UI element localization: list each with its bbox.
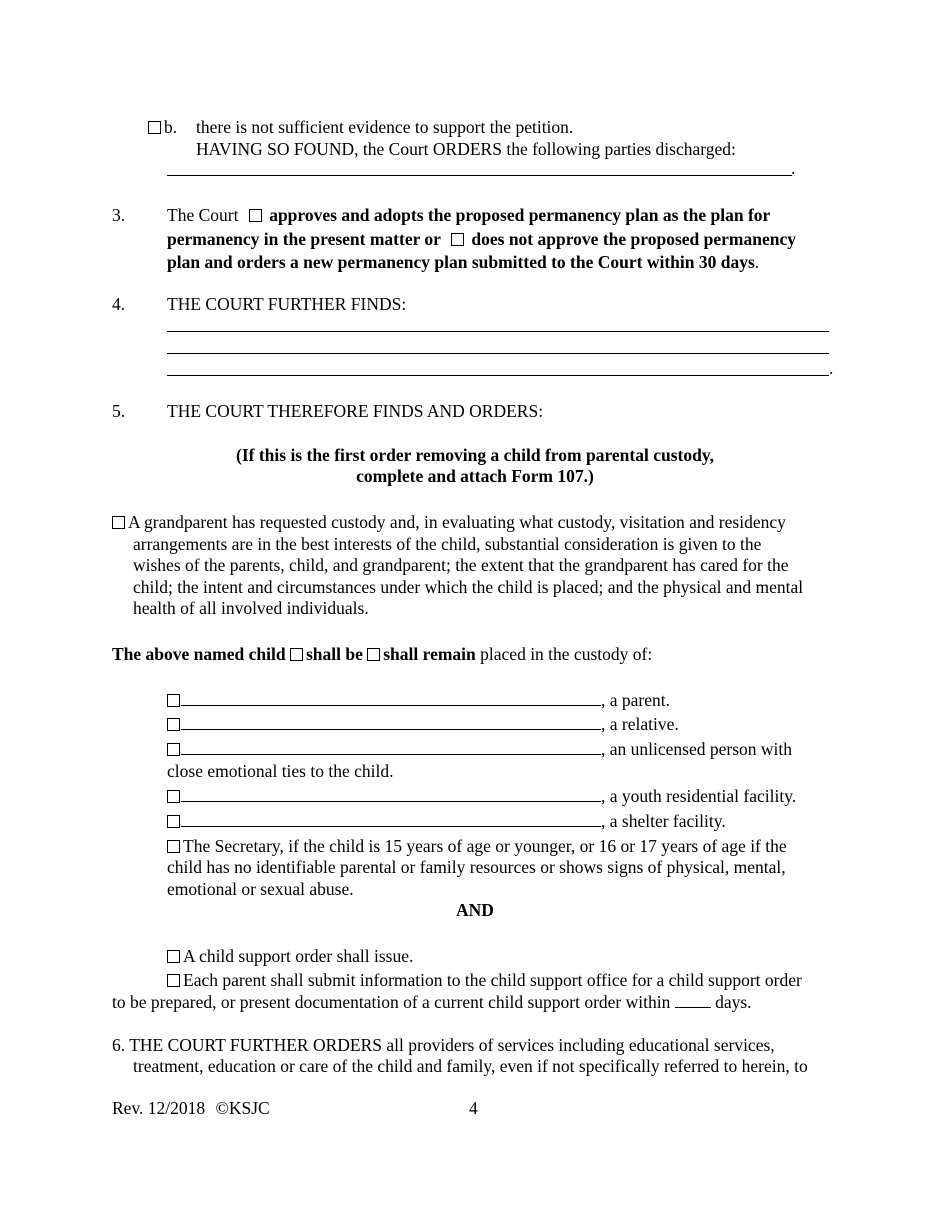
further-finds-period: . [829, 358, 834, 378]
placement-parent-label: , a parent. [601, 690, 670, 710]
item-2b-checkbox-row [148, 117, 177, 138]
custody-line [112, 644, 652, 665]
item-3-line2a: permanency in the present matter or [167, 229, 441, 249]
youth-facility-field[interactable] [181, 787, 601, 802]
support-order-text: A child support order shall issue. [183, 946, 414, 966]
footer-left [112, 1098, 270, 1119]
approve-plan-checkbox[interactable] [249, 209, 262, 222]
grandparent-checkbox[interactable] [112, 516, 125, 529]
further-finds-line-2[interactable] [167, 353, 829, 354]
item-5-number: 5. [112, 401, 126, 421]
support-order-checkbox[interactable] [167, 950, 180, 963]
footer-rev: Rev. 12/2018 [112, 1098, 206, 1118]
item-2b-text: there is not sufficient evidence to support the petition. [196, 117, 574, 137]
unlicensed-name-field[interactable] [181, 740, 601, 755]
placement-secretary-line2: child has no identifiable parental or family resources or shows signs of physical, mental, [167, 857, 786, 877]
item-5-note-line1: (If this is the first order removing a child from parental custody, [236, 445, 714, 465]
placement-youth [167, 786, 796, 807]
item-6-line1 [112, 1035, 775, 1056]
item-6-line2: treatment, education or care of the child and family, even if not specifically referred to herein, to [133, 1056, 808, 1076]
support-submit-line1 [167, 970, 802, 991]
item-4-number: 4. [112, 294, 126, 314]
support-submit-checkbox[interactable] [167, 974, 180, 987]
item-2b-marker: b. [164, 117, 178, 137]
item-5-note-line2: complete and attach Form 107.) [356, 466, 594, 486]
relative-checkbox[interactable] [167, 718, 180, 731]
parent-checkbox[interactable] [167, 694, 180, 707]
item-3-opt2: does not approve the proposed permanency [471, 229, 796, 249]
custody-lead: The above named child [112, 644, 286, 664]
further-finds-line-1[interactable] [167, 331, 829, 332]
relative-name-field[interactable] [181, 715, 601, 730]
and-label: AND [456, 900, 494, 920]
placement-unlicensed-label: , an unlicensed person with [601, 739, 792, 759]
placement-youth-label: , a youth residential facility. [601, 786, 797, 806]
secretary-line1-text: The Secretary, if the child is 15 years of age or younger, or 16 or 17 years of age if the [183, 836, 787, 856]
custody-opt1: shall be [305, 644, 363, 664]
grandparent-line3: wishes of the parents, child, and grandparent; the extent that the grandparent has cared for the [133, 555, 789, 575]
shelter-checkbox[interactable] [167, 815, 180, 828]
footer-page-number: 4 [469, 1098, 478, 1118]
support-submit-line2b: days. [715, 992, 752, 1012]
support-order-row [167, 946, 413, 967]
item-2b-line2: HAVING SO FOUND, the Court ORDERS the following parties discharged: [196, 139, 736, 159]
shelter-facility-field[interactable] [181, 812, 601, 827]
grandparent-line2: arrangements are in the best interests of the child, substantial consideration is given to the [133, 534, 762, 554]
item-3-line1 [167, 205, 857, 226]
placement-relative [167, 714, 679, 735]
days-field[interactable] [675, 993, 711, 1008]
custody-tail: placed in the custody of: [480, 644, 653, 664]
item-2b-checkbox[interactable] [148, 121, 161, 134]
item-3-lead: The Court [167, 205, 239, 225]
grandparent-line4: child; the intent and circumstances under which the child is placed; and the physical and mental [133, 577, 804, 597]
item-6-number: 6. [112, 1035, 126, 1055]
youth-checkbox[interactable] [167, 790, 180, 803]
item-3-line3 [167, 252, 759, 273]
item-3-opt1: approves and adopts the proposed permanency plan as the plan for [269, 205, 771, 225]
support-submit-line2a: to be prepared, or present documentation of a current child support order within [112, 992, 671, 1012]
placement-unlicensed-cont: close emotional ties to the child. [167, 761, 394, 781]
secretary-checkbox[interactable] [167, 840, 180, 853]
grandparent-line1 [112, 512, 786, 533]
grandparent-line1-text: A grandparent has requested custody and, in evaluating what custody, visitation and residency [128, 512, 786, 532]
placement-parent [167, 690, 670, 711]
further-finds-line-3[interactable] [167, 375, 829, 376]
shall-be-checkbox[interactable] [290, 648, 303, 661]
placement-relative-label: , a relative. [601, 714, 679, 734]
item-3-line2 [167, 229, 796, 250]
placement-unlicensed [167, 739, 792, 760]
parent-name-field[interactable] [181, 691, 601, 706]
item-3-period: . [754, 252, 760, 272]
placement-secretary-line3: emotional or sexual abuse. [167, 879, 354, 899]
support-submit-line1-text: Each parent shall submit information to the child support office for a child support order [183, 970, 802, 990]
unlicensed-checkbox[interactable] [167, 743, 180, 756]
support-submit-line2 [112, 992, 752, 1013]
item-4-text: THE COURT FURTHER FINDS: [167, 294, 407, 314]
discharged-period: . [791, 158, 796, 178]
grandparent-line5: health of all involved individuals. [133, 598, 369, 618]
placement-shelter-label: , a shelter facility. [601, 811, 726, 831]
item-5-text: THE COURT THEREFORE FINDS AND ORDERS: [167, 401, 544, 421]
item-6-line1-text: THE COURT FURTHER ORDERS all providers of services including educational services, [129, 1035, 775, 1055]
item-3-line3-text: plan and orders a new permanency plan submitted to the Court within 30 days [167, 252, 755, 272]
footer-copyright: ©KSJC [215, 1098, 270, 1118]
item-3-number: 3. [112, 205, 126, 225]
shall-remain-checkbox[interactable] [367, 648, 380, 661]
placement-secretary-line1 [167, 836, 787, 857]
disapprove-plan-checkbox[interactable] [451, 233, 464, 246]
discharged-parties-line[interactable] [167, 175, 792, 176]
placement-shelter [167, 811, 726, 832]
custody-opt2: shall remain [383, 644, 476, 664]
